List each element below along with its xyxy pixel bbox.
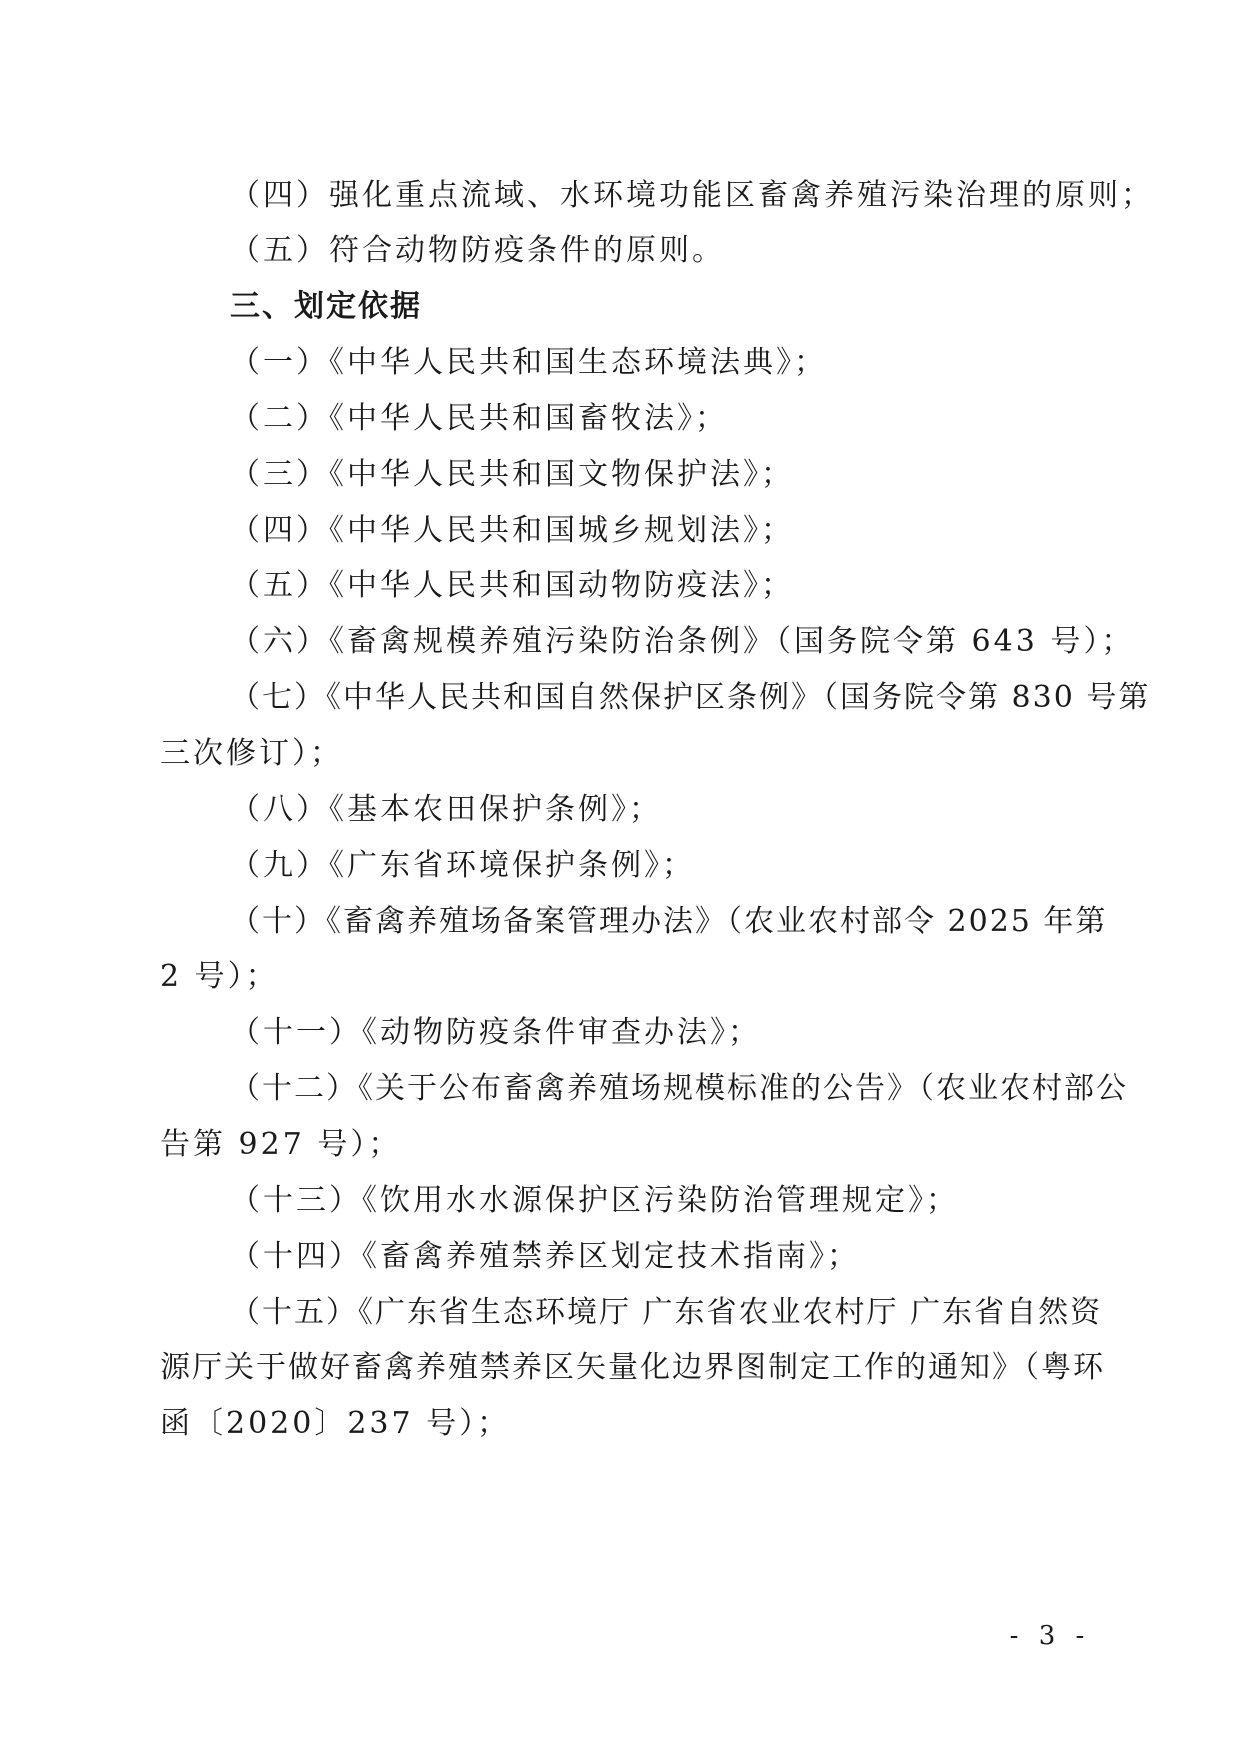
text-line-basis-1: （一）《中华人民共和国生态环境法典》； bbox=[230, 345, 827, 380]
text-line-basis-7-a: （七）《中华人民共和国自然保护区条例》（国务院令第 830 号第 bbox=[230, 680, 1151, 715]
text-line-basis-9: （九）《广东省环境保护条例》； bbox=[230, 848, 695, 883]
text-line-basis-4: （四）《中华人民共和国城乡规划法》； bbox=[230, 513, 794, 548]
text-line-basis-6: （六）《畜禽规模养殖污染防治条例》（国务院令第 643 号）； bbox=[230, 624, 1135, 659]
text-line-basis-12-b: 告第 927 号）； bbox=[160, 1127, 402, 1162]
page-number: - 3 - bbox=[1009, 1621, 1091, 1651]
text-line-principle-4: （四）强化重点流域、水环境功能区畜禽养殖污染治理的原则； bbox=[230, 178, 1154, 213]
text-line-basis-15-c: 函〔2020〕237 号）； bbox=[160, 1406, 511, 1441]
text-line-basis-11: （十一）《动物防疫条件审查办法》； bbox=[230, 1015, 761, 1050]
text-line-basis-7-b: 三次修订）； bbox=[160, 736, 343, 771]
text-line-basis-15-b: 源厅关于做好畜禽养殖禁养区矢量化边界图制定工作的通知》（粤环 bbox=[160, 1350, 1105, 1385]
section-heading-basis: 三、划定依据 bbox=[230, 289, 422, 324]
text-line-basis-3: （三）《中华人民共和国文物保护法》； bbox=[230, 457, 794, 492]
text-line-basis-12-a: （十二）《关于公布畜禽养殖场规模标准的公告》（农业农村部公 bbox=[230, 1071, 1128, 1106]
text-line-basis-10-a: （十）《畜禽养殖场备案管理办法》（农业农村部令 2025 年第 bbox=[230, 904, 1108, 939]
text-line-basis-8: （八）《基本农田保护条例》； bbox=[230, 792, 662, 827]
text-line-basis-2: （二）《中华人民共和国畜牧法》； bbox=[230, 401, 728, 436]
text-line-basis-13: （十三）《饮用水水源保护区污染防治管理规定》； bbox=[230, 1183, 959, 1218]
text-line-basis-15-a: （十五）《广东省生态环境厅 广东省农业农村厅 广东省自然资 bbox=[230, 1295, 1103, 1330]
text-line-basis-14: （十四）《畜禽养殖禁养区划定技术指南》； bbox=[230, 1239, 860, 1274]
text-line-basis-5: （五）《中华人民共和国动物防疫法》； bbox=[230, 568, 794, 603]
text-line-principle-5: （五）符合动物防疫条件的原则。 bbox=[230, 233, 725, 268]
text-line-basis-10-b: 2 号）； bbox=[160, 959, 279, 994]
